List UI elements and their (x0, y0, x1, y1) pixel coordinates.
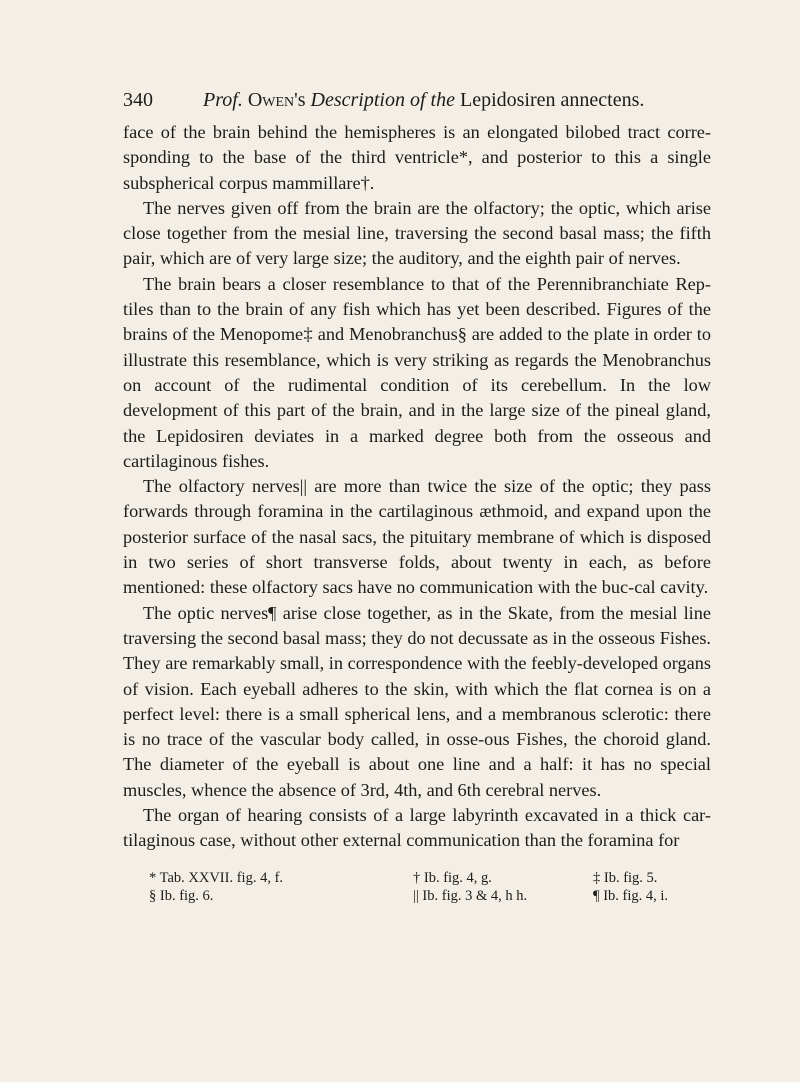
paragraph-4: The olfactory nerves|| are more than twice the size of the optic; they pass forwards through foramina in the cartilaginous æthmoid, and expand upon the posterior surface of the nasal sacs, the pituitary membrane of which is disposed in two series of short transverse folds, about twenty in each, as before mentioned: these olfactory sacs have no communication with the buc-cal cavity. (123, 476, 711, 598)
footnotes (123, 869, 711, 905)
footnote-dagger: † Ib. fig. 4, g. (413, 870, 492, 886)
header-possessive: 's (294, 89, 306, 111)
page-number: 340 (123, 89, 153, 111)
paragraph-1: face of the brain behind the hemispheres is an elongated bilobed tract corre-sponding to the base of the third ventricle*, and posterior to this a single subspherical corpus mammillare†. (123, 122, 711, 193)
paragraph-6: The organ of hearing consists of a large labyrinth excavated in a thick car-tilaginous case, without other external communication than the foramina for (123, 805, 711, 851)
header-of-the: of the (409, 89, 455, 111)
header-subject: Lepidosiren annectens. (459, 89, 645, 111)
paragraph-2: The nerves given off from the brain are the olfactory; the optic, which arise close together from the mesial line, traversing the second basal mass; the fifth pair, which are of very large size; the auditory, and the eighth pair of nerves. (123, 197, 711, 269)
footnote-double-dagger: ‡ Ib. fig. 5. (593, 870, 658, 886)
footnote-row (123, 869, 711, 887)
header-description: Description (310, 89, 405, 111)
paragraph-3: The brain bears a closer resemblance to that of the Perennibranchiate Rep-tiles than to the brain of any fish which has yet been described. Figures of the brains of the Menopome‡ and Menobranchus§ are added to the plate in order to illustrate this resemblance, which is very striking as regards the Menobranchus on account of the rudimental condition of its cerebellum. In the low development of this part of the brain, and in the large size of the pineal gland, the Lepidosiren deviates in a marked degree both from the osseous and cartilaginous fishes. (123, 273, 711, 471)
paragraph-5: The optic nerves¶ arise close together, as in the Skate, from the mesial line traversing the second basal mass; they do not decussate as in the osseous Fishes. They are remarkably small, in correspondence with the feebly-developed organs of vision. Each eyeball adheres to the skin, with which the flat cornea is on a perfect level: there is a small spherical lens, and a membranous sclerotic: there is no trace of the vascular body called, in osse-ous Fishes, the choroid gland. The diameter of the eyeball is about one line and a half: it has no special muscles, whence the absence of 3rd, 4th, and 6th cerebral nerves. (123, 602, 711, 800)
body-text (123, 120, 711, 854)
footnote-star: * Tab. XXVII. fig. 4, f. (149, 870, 284, 886)
footnote-parallel: || Ib. fig. 3 & 4, h h. (413, 888, 528, 904)
footnote-row (123, 887, 711, 905)
header-author: Prof. (203, 89, 243, 111)
footnote-pilcrow: ¶ Ib. fig. 4, i. (593, 888, 669, 904)
running-header (123, 88, 711, 112)
header-owen: Owen (247, 89, 295, 111)
footnote-section: § Ib. fig. 6. (149, 888, 214, 904)
